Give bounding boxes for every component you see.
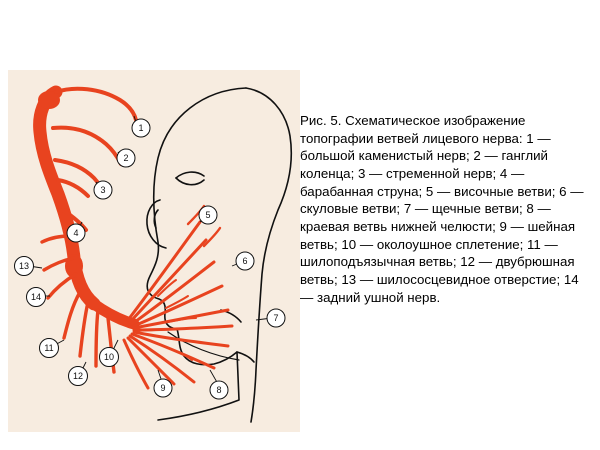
label-text: 5 [205,210,211,220]
label-text: 1 [138,123,144,133]
label-text: 11 [44,343,54,353]
label-marker [267,309,285,327]
label-text: 3 [100,185,106,195]
label-text: 14 [30,292,42,302]
label-text: 2 [123,153,129,163]
label-text: 7 [273,313,279,323]
parotid-plexus-branches [124,206,232,388]
label-marker [69,367,88,386]
figure-image-panel [8,70,300,432]
label-text: 13 [18,261,30,271]
label-text: 4 [73,228,79,238]
label-marker [199,206,217,224]
label-marker [117,149,135,167]
facial-nerve-trunk [38,91,134,324]
label-leader-lines [29,116,272,384]
label-text: 9 [160,383,166,393]
label-text: 10 [103,352,115,362]
head-profile-outline [147,88,291,422]
label-marker [210,381,228,399]
label-marker [67,224,85,242]
label-marker [236,252,254,270]
label-text: 8 [216,385,222,395]
label-marker [40,339,59,358]
figure-caption: Рис. 5. Схематическое изображение топографии ветвей лицевого нерва: 1 — большой каменистый нерв; 2 — ганглий коленца; 3 — стременной нерв; 4 — барабанная струна; 5 — височные ветви; 6 — скуловые ветви; 7 — щечные ветви; 8 — краевая ветвь нижней челюсти; 9 — шейная ветвь; 10 — околоушное сплетение; 11 — шилоподъязычная ветвь; 12 — двубрюшная ветвь; 13 — шилососцевидное отверстие; 14 — задний ушной нерв. [300,113,588,305]
label-marker [154,379,172,397]
label-marker [100,348,119,367]
label-text: 6 [242,256,248,266]
label-marker [94,181,112,199]
figure-caption-panel [300,112,586,306]
label-marker [132,119,150,137]
label-text: 12 [72,371,84,381]
label-marker [15,257,34,276]
facial-nerve-diagram [8,70,300,432]
label-marker [27,288,46,307]
